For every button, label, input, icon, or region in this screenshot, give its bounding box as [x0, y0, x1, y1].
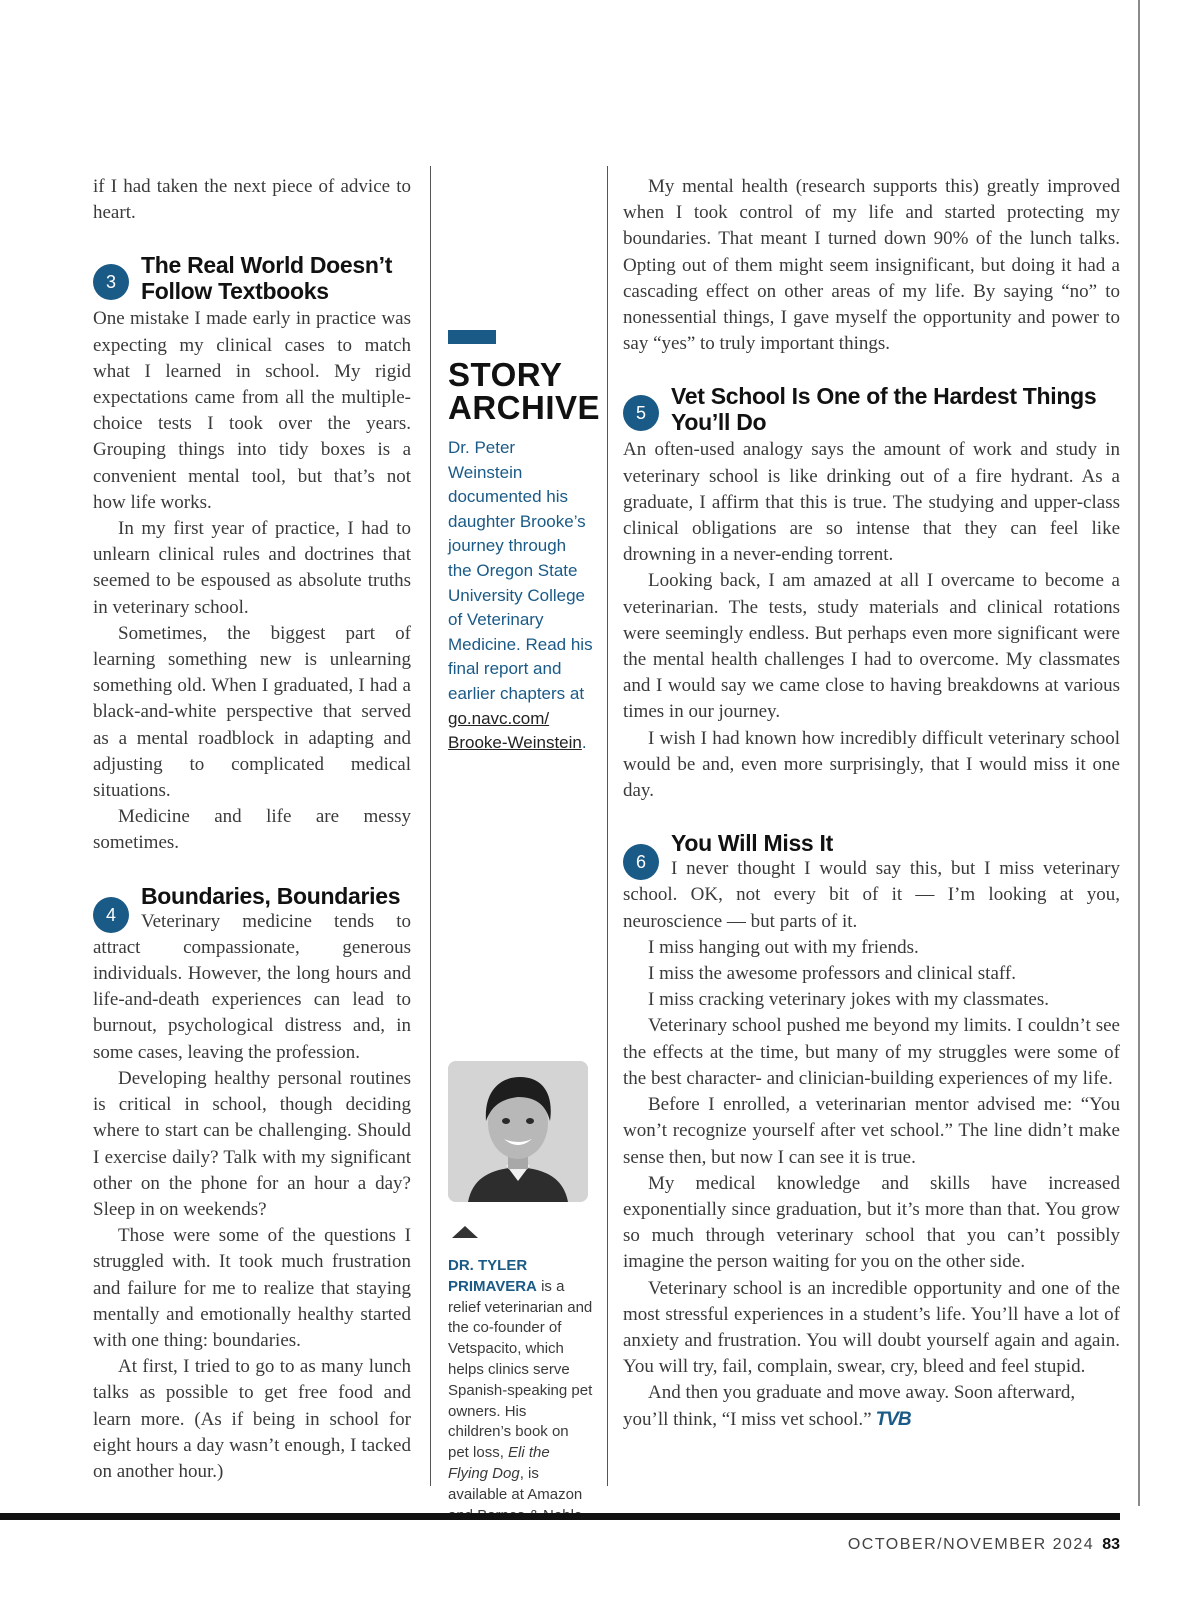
section-number-badge: 4 [93, 897, 129, 933]
caret-up-icon [452, 1226, 478, 1238]
section-number-badge: 5 [623, 395, 659, 431]
page-edge-rule [1138, 0, 1140, 1506]
archive-text [448, 436, 593, 756]
author-bio-text-end: , is available at Amazon [448, 1464, 583, 1503]
column-divider-left [430, 166, 431, 1486]
paragraph: My medical knowledge and skills have increased exponentially since graduation, but it’s more than that. You grow so much through veterinary school that you can’t possibly imagine the person waiting for you on the other side. [623, 1172, 1120, 1273]
paragraph: Veterinary school is an incredible opportunity and one of the most stressful experiences in a student’s life. You’ll have a lot of anxiety and frustration. You will doubt yourself again and again. You will try, fail, complain, swear, cry, bleed and feel stupid. [623, 1277, 1120, 1378]
section-4 [93, 883, 411, 1485]
section-number-badge: 3 [93, 264, 129, 300]
archive-description: Dr. Peter Weinstein documented his daughter Brooke’s journey through the Oregon State University College of Veterinary Medicine. Read his final report and earlier chapters at [448, 438, 593, 703]
paragraph: Veterinary medicine tends to attract compassionate, generous individuals. However, the long hours and life-and-death experiences can lead to burnout, psychological distress and, in some cases, leaving the profession. [93, 910, 411, 1063]
section-header [623, 383, 1120, 435]
paragraph: Medicine and life are messy sometimes. [93, 806, 411, 854]
section-title: Vet School Is One of the Hardest Things You’ll Do [671, 383, 1097, 436]
page-footer [848, 1536, 1120, 1554]
section-number-badge: 6 [623, 844, 659, 880]
section-header [93, 882, 411, 925]
section-title: You Will Miss It [671, 830, 833, 857]
footer-rule [0, 1513, 1120, 1520]
section-5 [623, 383, 1120, 804]
author-portrait-icon [448, 1061, 588, 1202]
section-title: The Real World Doesn’t Follow Textbooks [141, 252, 393, 305]
paragraph: I wish I had known how incredibly difficult veterinary school would be and, even more surprisingly, that I would miss it one day. [623, 727, 1120, 802]
author-name: DR. TYLER PRIMAVERA [448, 1257, 537, 1295]
author-photo [448, 1061, 588, 1202]
author-bio-text: is a relief veterinarian and the co-founder of Vetspacito, which helps clinics serve Spanish-speaking pet owners. His children’s book on pet loss, [448, 1277, 593, 1462]
paragraph: Before I enrolled, a veterinarian mentor advised me: “You won’t recognize yourself after vet school.” The line didn’t make sense then, but now I can see it is true. [623, 1094, 1120, 1168]
paragraph: Those were some of the questions I struggled with. It took much frustration and failure for me to realize that staying mentally and emotionally healthy started with one thing: boundaries. [93, 1225, 411, 1351]
paragraph: Sometimes, the biggest part of learning something new is unlearning something old. When I graduated, I had a black-and-white perspective that served as a mental roadblock in adapting and adjusting to complicated medical situations. [93, 622, 411, 802]
left-column [93, 174, 411, 1485]
final-paragraph [623, 1380, 1120, 1432]
section-header [93, 252, 411, 304]
section-header [623, 830, 1120, 873]
story-archive-box [448, 330, 601, 756]
tvb-end-logo: TVB [875, 1408, 911, 1430]
paragraph: At first, I tried to go to as many lunch talks as possible to get free food and learn more. (As if being in school for eight hours a day wasn’t enough, I tacked on another hour.) [93, 1356, 411, 1482]
paragraph: Developing healthy personal routines is critical in school, though deciding where to start can be challenging. Should I exercise daily? Talk with my significant other on the phone for an hour a day? Sleep in on weekends? [93, 1067, 411, 1220]
archive-link[interactable]: go.navc.com/ Brooke-Weinstein [448, 708, 582, 753]
column-divider-right [607, 166, 608, 1486]
paragraph-text: And then you graduate and move away. Soon afterward, you’ll think, “I miss vet school.” [623, 1382, 1076, 1430]
continued-paragraph: if I had taken the next piece of advice to heart. [93, 176, 411, 224]
archive-accent-bar [448, 330, 496, 344]
author-bio [448, 1256, 593, 1526]
paragraph: One mistake I made early in practice was expecting my clinical cases to match what I learned in school. My rigid expectations came from all the multiple-choice tests I took over the years. Grouping things into tidy boxes is a convenient mental tool, but that’s not how life works. [93, 308, 411, 513]
section-6 [623, 830, 1120, 1432]
archive-period: . [581, 733, 587, 753]
page-number: 83 [1102, 1536, 1120, 1553]
paragraph: Looking back, I am amazed at all I overcame to become a veterinarian. The tests, study materials and clinical rotations were seemingly endless. But perhaps even more significant were the mental health challenges I had to overcome. My classmates and I would say we came close to having breakdowns at various times in our journey. [623, 570, 1120, 723]
section-3 [93, 252, 411, 856]
paragraph: In my first year of practice, I had to unlearn clinical rules and doctrines that seemed to be espoused as absolute truths in veterinary school. [93, 518, 411, 618]
paragraph: My mental health (research supports this) greatly improved when I took control of my life and started protecting my boundaries. That meant I turned down 90% of the lunch talks. Opting out of them might seem insignificant, but doing it had a cascading effect on other areas of my life. By saying “no” to nonessential things, I gave myself the opportunity and power to say “yes” to truly important things. [623, 176, 1120, 355]
paragraph: I miss cracking veterinary jokes with my classmates. [648, 989, 1050, 1011]
paragraph: I miss hanging out with my friends. [648, 936, 919, 958]
right-column [623, 174, 1120, 1433]
paragraph: An often-used analogy says the amount of work and study in veterinary school is like drinking out of a fire hydrant. As a graduate, I affirm that this is true. The studying and upper-class clinical obligations are so intense that they can feel like drowning in a never-ending torrent. [623, 439, 1120, 566]
issue-date: OCTOBER/NOVEMBER 2024 [847, 1536, 1095, 1553]
paragraph: Veterinary school pushed me beyond my limits. I couldn’t see the effects at the time, but many of my struggles were some of the best character- and clinician-building experiences of my life. [623, 1015, 1120, 1089]
paragraph: I never thought I would say this, but I miss veterinary school. OK, not every bit of it — I’m looking at you, neuroscience — but parts of it. [623, 858, 1120, 932]
archive-title: STORY ARCHIVE [448, 356, 601, 426]
section-title: Boundaries, Boundaries [141, 882, 401, 909]
book-title: Eli the Flying Dog [448, 1444, 550, 1482]
paragraph: I miss the awesome professors and clinical staff. [648, 963, 1016, 985]
